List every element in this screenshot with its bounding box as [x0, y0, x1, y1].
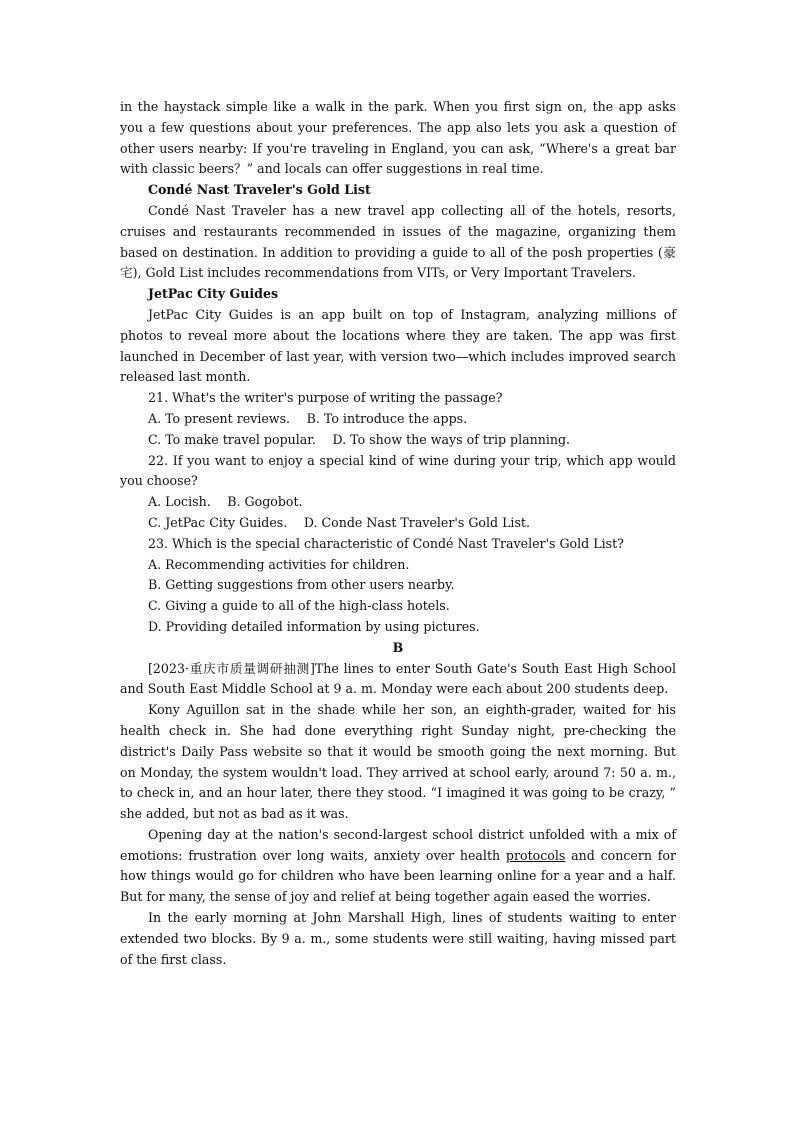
option-line: C. JetPac City Guides. D. Conde Nast Traveler's Gold List. — [148, 514, 530, 530]
paragraph-text: and concern for how things would go for children who have been learning online for a year and a half. But for many, the sense of joy and relief at being together again eased the worries. — [120, 847, 676, 905]
option-line: A. Locish. B. Gogobot. — [148, 494, 303, 510]
passage-b-paragraph-4: In the early morning at John Marshall High, lines of students waiting to enter extended two blocks. By 9 a. m., some students were still waiting, having missed part of the first class. — [120, 910, 676, 967]
question-stem: 21. What's the writer's purpose of writing the passage? — [148, 390, 503, 406]
passage-b-paragraph-3 — [120, 825, 676, 908]
section-b-label: B — [392, 639, 404, 655]
jetpac-paragraph: JetPac City Guides is an app built on top of Instagram, analyzing millions of photos to reveal more about the locations where they are taken. The app was first launched in December of last year, with version two—which includes improved search released last month. — [120, 306, 676, 385]
conde-nast-paragraph: Condé Nast Traveler has a new travel app collecting all of the hotels, resorts, cruises and restaurants recommended in issues of the magazine, organizing them based on destination. In addition to providing a guide to all of the posh properties (豪宅), Gold List includes recommendations from VITs, or Very Important Travelers. — [120, 202, 676, 281]
option-line: C. To make travel popular. D. To show the ways of trip planning. — [148, 431, 571, 447]
jetpac-heading: JetPac City Guides — [148, 286, 279, 302]
passage-a-intro-continued: in the haystack simple like a walk in the park. When you first sign on, the app asks you a few questions about your preferences. The app also lets you ask a question of other users nearby: If you're traveling in England, you can ask, “Where's a great bar with classic beers？” and locals can offer suggestions in real time. — [120, 99, 676, 177]
question-stem: 22. If you want to enjoy a special kind of wine during your trip, which app would you choose? — [120, 452, 676, 489]
option-line: C. Giving a guide to all of the high-class hotels. — [148, 598, 450, 614]
conde-nast-heading: Condé Nast Traveler's Gold List — [148, 182, 371, 198]
option-line: B. Getting suggestions from other users nearby. — [148, 577, 455, 593]
question-23 — [120, 534, 676, 638]
question-21 — [120, 388, 676, 450]
passage-b-paragraph-2: Kony Aguillon sat in the shade while her son, an eighth-grader, waited for his health check in. She had done everything right Sunday night, pre-checking the district's Daily Pass website so that it would be smooth going the next morning. But on Monday, the system wouldn't load. They arrived at school early, around 7: 50 a. m., to check in, and an hour later, there they stood. “I imagined it was going to be crazy, ” she added, but not as bad as it was. — [120, 702, 676, 822]
option-line: A. Recommending activities for children. — [148, 556, 410, 572]
question-stem: 23. Which is the special characteristic of Condé Nast Traveler's Gold List? — [148, 535, 624, 551]
option-line: D. Providing detailed information by using pictures. — [148, 618, 480, 634]
option-line: A. To present reviews. B. To introduce the apps. — [148, 410, 468, 426]
document-page — [120, 97, 676, 970]
passage-b-paragraph-1: [2023·重庆市质量调研抽测]The lines to enter South Gate's South East High School and South East Middle School at 9 a. m. Monday were each about 200 students deep. — [120, 660, 676, 697]
paragraph-text: Opening day at the nation's second-largest school district unfolded with a mix of emotions: frustration over long waits, anxiety over health — [120, 826, 676, 863]
question-22 — [120, 451, 676, 534]
underlined-word: protocols — [505, 847, 566, 863]
